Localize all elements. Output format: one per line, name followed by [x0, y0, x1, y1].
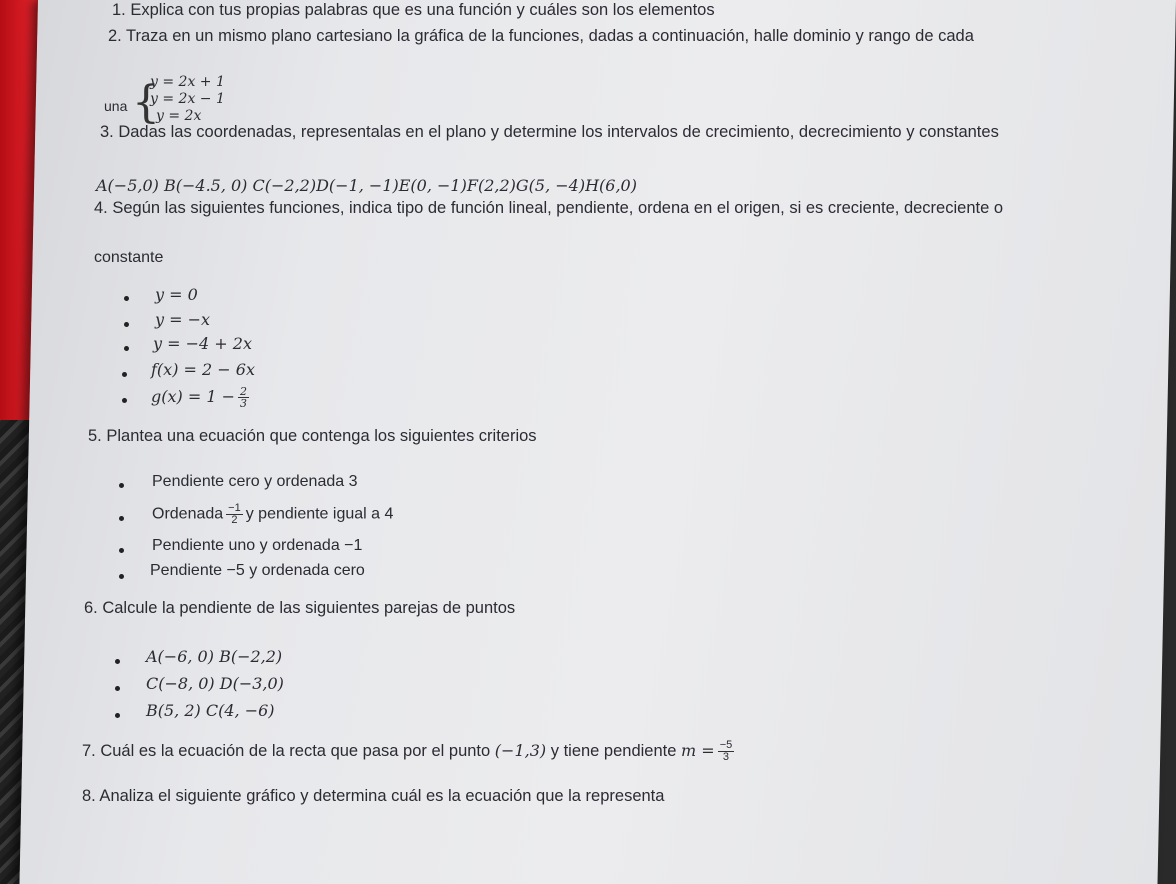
question-4: 4. Según las siguientes funciones, indica tipo de función lineal, pendiente, ordena en el origen, si es creciente, decreciente o	[94, 199, 1004, 217]
function-2: y = −x	[155, 310, 211, 329]
function-1: y = 0	[155, 285, 198, 304]
criterion-1: Pendiente cero y ordenada 3	[152, 473, 358, 490]
question-3-points: A(−5,0) B(−4.5, 0) C(−2,2)D(−1, −1)E(0, −1)F(2,2)G(5, −4)H(6,0)	[96, 176, 637, 195]
question-7: 7. Cuál es la ecuación de la recta que pasa por el punto (−1,3) y tiene pendiente m = $\frac{-5}{3}$	[82, 739, 733, 763]
slope-label: m =	[681, 740, 715, 760]
bullet	[122, 372, 127, 377]
slope-fraction: $\frac{-5}{3}$	[719, 739, 733, 763]
function-3: y = −4 + 2x	[153, 334, 252, 353]
equation-1: y = 2x + 1	[150, 74, 225, 90]
bullet	[115, 713, 120, 718]
fraction: $\frac{2}{3}$	[240, 385, 247, 410]
question-8: 8. Analiza el siguiente gráfico y determina cuál es la ecuación que la representa	[82, 787, 665, 805]
criterion-4: Pendiente −5 y ordenada cero	[150, 562, 365, 579]
question-6: 6. Calcule la pendiente de las siguientes parejas de puntos	[84, 599, 516, 617]
question-2-una: una	[104, 98, 128, 114]
fraction: $\frac{-1}{2}$	[228, 502, 241, 526]
equation-3: y = 2x	[156, 108, 202, 124]
point-pair-2: C(−8, 0) D(−3,0)	[146, 674, 284, 693]
function-5-expression: g(x) = 1 −	[151, 387, 235, 406]
question-5: 5. Plantea una ecuación que contenga los siguientes criterios	[88, 427, 537, 445]
bullet	[124, 296, 129, 301]
bullet	[119, 574, 124, 579]
point-pair-3: B(5, 2) C(4, −6)	[146, 701, 275, 720]
equation-system	[150, 74, 225, 125]
bullet	[119, 483, 124, 488]
bullet	[124, 346, 129, 351]
equation-2: y = 2x − 1	[150, 91, 225, 107]
question-2: 2. Traza en un mismo plano cartesiano la gráfica de la funciones, dadas a continuación, halle dominio y rango de cada	[108, 27, 974, 45]
criterion-2: Ordenada $\frac{-1}{2}$ y pendiente igual a 4	[152, 502, 394, 526]
bullet	[119, 548, 124, 553]
bullet	[115, 686, 120, 691]
function-4: f(x) = 2 − 6x	[151, 360, 255, 379]
function-5	[151, 386, 252, 409]
given-point: (−1,3)	[494, 740, 547, 760]
question-1: 1. Explica con tus propias palabras que es una función y cuáles son los elementos	[112, 1, 715, 19]
question-3: 3. Dadas las coordenadas, representalas en el plano y determine los intervalos de crecimiento, decrecimiento y constantes	[100, 123, 999, 141]
criterion-3: Pendiente uno y ordenada −1	[152, 537, 363, 554]
bullet	[119, 516, 124, 521]
left-brace: {	[132, 77, 160, 128]
bullet	[115, 659, 120, 664]
bullet	[122, 398, 127, 403]
bullet	[124, 322, 129, 327]
point-pair-1: A(−6, 0) B(−2,2)	[146, 647, 283, 666]
question-4-continued: constante	[94, 249, 164, 266]
